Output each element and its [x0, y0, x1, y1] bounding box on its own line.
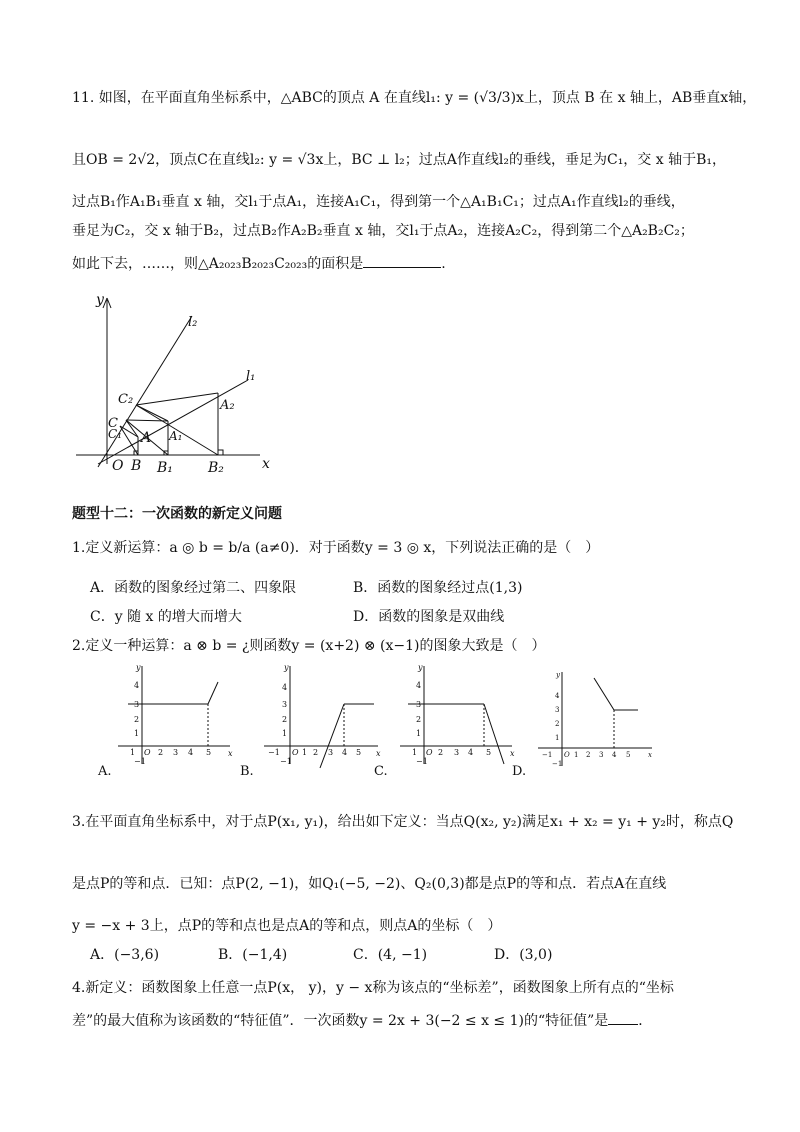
q11-line-3: 过点B₁作A₁B₁垂直 x 轴，交l₁于点A₁，连接A₁C₁，得到第一个△A₁B₁C₁；过点A₁作直线l₂的垂线，: [72, 194, 685, 210]
section-heading: 题型十二：一次函数的新定义问题: [72, 506, 282, 522]
fig-label-C1: C₁: [108, 427, 122, 441]
graph-d-tick-y3: 3: [555, 706, 560, 714]
graph-a-tick-y2: 2: [134, 715, 140, 724]
q2-graph-d: [534, 668, 659, 772]
graph-c-tick-x3: 3: [454, 748, 460, 757]
graph-a-tick-x3: 3: [173, 748, 179, 757]
graph-a-tick-y1: 1: [134, 729, 140, 738]
graph-d-tick-ym1: −1: [552, 760, 563, 768]
graph-b-tick-ym1: −1: [280, 757, 292, 766]
graph-b-tick-x4: 4: [342, 748, 348, 757]
fig-label-C: C: [108, 416, 118, 431]
q2-graph-b-svg: [258, 660, 383, 770]
graph-d-fall: [594, 678, 614, 710]
q11-line-4: 垂足为C₂，交 x 轴于B₂，过点B₂作A₂B₂垂直 x 轴，交l₁于点A₂，连接A₂C₂，得到第二个△A₂B₂C₂；: [72, 223, 694, 239]
graph-c-tick-x2: 2: [438, 748, 444, 757]
q1-option-a: A．函数的图象经过第二、四象限: [90, 580, 297, 596]
graph-d-tick-x5: 5: [626, 751, 631, 759]
q2-label-a: A.: [98, 764, 112, 779]
q11-line-1: 11. 如图，在平面直角坐标系中，△ABC的顶点 A 在直线l₁: y = (√3/3)x上，顶点 B 在 x 轴上，AB垂直x轴，: [72, 90, 757, 106]
graph-c-tick-y2: 2: [416, 715, 422, 724]
graph-b-y-label: y: [284, 663, 289, 672]
q4-line-2: [72, 1010, 652, 1031]
fig-label-l2: l₂: [188, 315, 198, 330]
q1-stem: 1.定义新运算：a ◎ b = b/a (a≠0)．对于函数y = 3 ◎ x，下列说法正确的是（ ）: [72, 540, 600, 556]
fig-label-A1: A₁: [169, 429, 183, 443]
graph-b-tick-y4: 4: [282, 683, 288, 692]
graph-c-tick-y1: 1: [416, 729, 422, 738]
q2-graph-c-svg: [392, 660, 517, 770]
graph-d-tick-x2: 2: [586, 751, 591, 759]
q2-label-b: B.: [240, 764, 254, 779]
graph-d-x-label: x: [648, 751, 652, 759]
figure-q11: [70, 292, 290, 482]
y-axis-arrow-2: [107, 298, 111, 308]
fig-label-B: B: [131, 458, 142, 474]
graph-a-tick-xm1: 1: [130, 748, 136, 757]
fig-label-A2: A₂: [220, 398, 235, 413]
q4-line-2-end: ．: [638, 1013, 653, 1029]
graph-d-tick-xm1: −1: [542, 751, 553, 759]
q3-option-d: D．(3,0): [494, 947, 553, 963]
right-angle-mark-B2: [218, 450, 223, 455]
graph-d-origin: O: [564, 751, 570, 759]
graph-d-tick-y4: 4: [555, 692, 560, 700]
graph-d-tick-x4: 4: [612, 751, 617, 759]
q1-option-c: C．y 随 x 的增大而增大: [90, 609, 242, 625]
graph-b-origin: O: [292, 748, 299, 757]
graph-b-tick-x5: 5: [356, 748, 362, 757]
graph-a-origin: O: [144, 748, 151, 757]
answer-blank-q11: [363, 253, 441, 268]
q3-option-a: A．(−3,6): [90, 947, 160, 963]
graph-d-tick-x1: 1: [574, 751, 579, 759]
graph-a-x-label: x: [228, 749, 233, 758]
graph-c-y-label: y: [418, 663, 423, 672]
graph-b-tick-y2: 2: [282, 715, 288, 724]
graph-b-tick-y1: 1: [282, 729, 288, 738]
graph-c-origin: O: [426, 748, 433, 757]
graph-d-tick-y1: 1: [555, 734, 560, 742]
graph-a-y-label: y: [136, 663, 141, 672]
graph-c-tick-x5: 5: [486, 748, 492, 757]
graph-a-tick-x5: 5: [206, 748, 212, 757]
q2-graph-a: [110, 660, 235, 774]
fig-label-A: A: [141, 430, 152, 446]
q3-option-b: B．(−1,4): [218, 947, 288, 963]
q4-line-1: 4.新定义：函数图象上任意一点P(x， y)，y − x称为该点的“坐标差”，函数图象上所有点的“坐标: [72, 980, 674, 996]
fig-label-x: x: [262, 456, 270, 472]
graph-a-tick-x2: 2: [158, 748, 164, 757]
q11-line-5-end: .: [441, 256, 446, 272]
graph-c-tick-ym1: −1: [416, 757, 428, 766]
graph-b-tick-xm1: −1: [268, 748, 280, 757]
q3-option-c: C．(4, −1): [353, 947, 428, 963]
graph-a-tick-x4: 4: [188, 748, 194, 757]
fig-label-B1: B₁: [157, 460, 173, 476]
fig-label-O: O: [112, 458, 124, 474]
fig-label-l1: l₁: [246, 369, 256, 384]
q2-graph-b: [258, 660, 383, 774]
q11-line-5: [72, 253, 446, 274]
graph-a-rise: [208, 682, 218, 704]
q2-label-c: C.: [374, 764, 388, 779]
graph-b-rise: [320, 704, 344, 768]
graph-b-tick-x3: 3: [328, 748, 334, 757]
q2-label-d: D.: [512, 764, 527, 779]
fig-label-y: y: [96, 292, 104, 308]
q2-graph-d-svg: [534, 668, 659, 768]
q3-line-1: 3.在平面直角坐标系中，对于点P(x₁, y₁)，给出如下定义：当点Q(x₂, y₂)满足x₁ + x₂ = y₁ + y₂时，称点Q: [72, 814, 734, 830]
graph-b-tick-y3: 3: [282, 700, 288, 709]
q2-graph-c: [392, 660, 517, 774]
graph-c-tick-x4: 4: [468, 748, 474, 757]
graph-a-tick-y3: 3: [134, 700, 140, 709]
graph-a-tick-y4: 4: [134, 681, 140, 690]
graph-c-x-label: x: [510, 749, 515, 758]
q4-line-2-text: 差”的最大值称为该函数的“特征值”．一次函数y = 2x + 3(−2 ≤ x ≤ 1)的“特征值”是: [72, 1013, 609, 1029]
answer-blank-q4: [608, 1010, 638, 1025]
q11-line-5-text: 如此下去，……，则△A₂₀₂₃B₂₀₂₃C₂₀₂₃的面积是: [72, 256, 364, 272]
q3-line-3: y = −x + 3上，点P的等和点也是点A的等和点，则点A的坐标（ ）: [72, 918, 502, 934]
graph-d-y-label: y: [556, 671, 560, 679]
graph-c-tick-y3: 3: [416, 700, 422, 709]
fig-label-C2: C₂: [118, 392, 134, 407]
graph-c-tick-xm1: 1: [412, 748, 418, 757]
graph-b-tick-x2: 2: [313, 748, 319, 757]
graph-b-x-label: x: [376, 749, 381, 758]
graph-d-tick-x3: 3: [599, 751, 604, 759]
q2-graph-a-svg: [110, 660, 235, 770]
q3-line-2: 是点P的等和点．已知：点P(2, −1)，如Q₁(−5, −2)、Q₂(0,3)都是点P的等和点．若点A在直线: [72, 876, 667, 892]
graph-a-tick-ym1: −1: [134, 757, 146, 766]
fig-label-B2: B₂: [208, 460, 224, 476]
q1-option-b: B．函数的图象经过点(1,3): [353, 580, 523, 596]
graph-d-tick-y2: 2: [555, 720, 560, 728]
q2-stem: 2.定义一种运算：a ⊗ b = ¿则函数y = (x+2) ⊗ (x−1)的图象大致是（ ）: [72, 638, 546, 654]
q1-option-d: D．函数的图象是双曲线: [353, 609, 505, 625]
graph-c-tick-y4: 4: [416, 681, 422, 690]
q11-line-2: 且OB = 2√2，顶点C在直线l₂: y = √3x上，BC ⊥ l₂；过点A作直线l₂的垂线，垂足为C₁，交 x 轴于B₁，: [72, 152, 726, 168]
graph-b-tick-x1: 1: [302, 748, 308, 757]
